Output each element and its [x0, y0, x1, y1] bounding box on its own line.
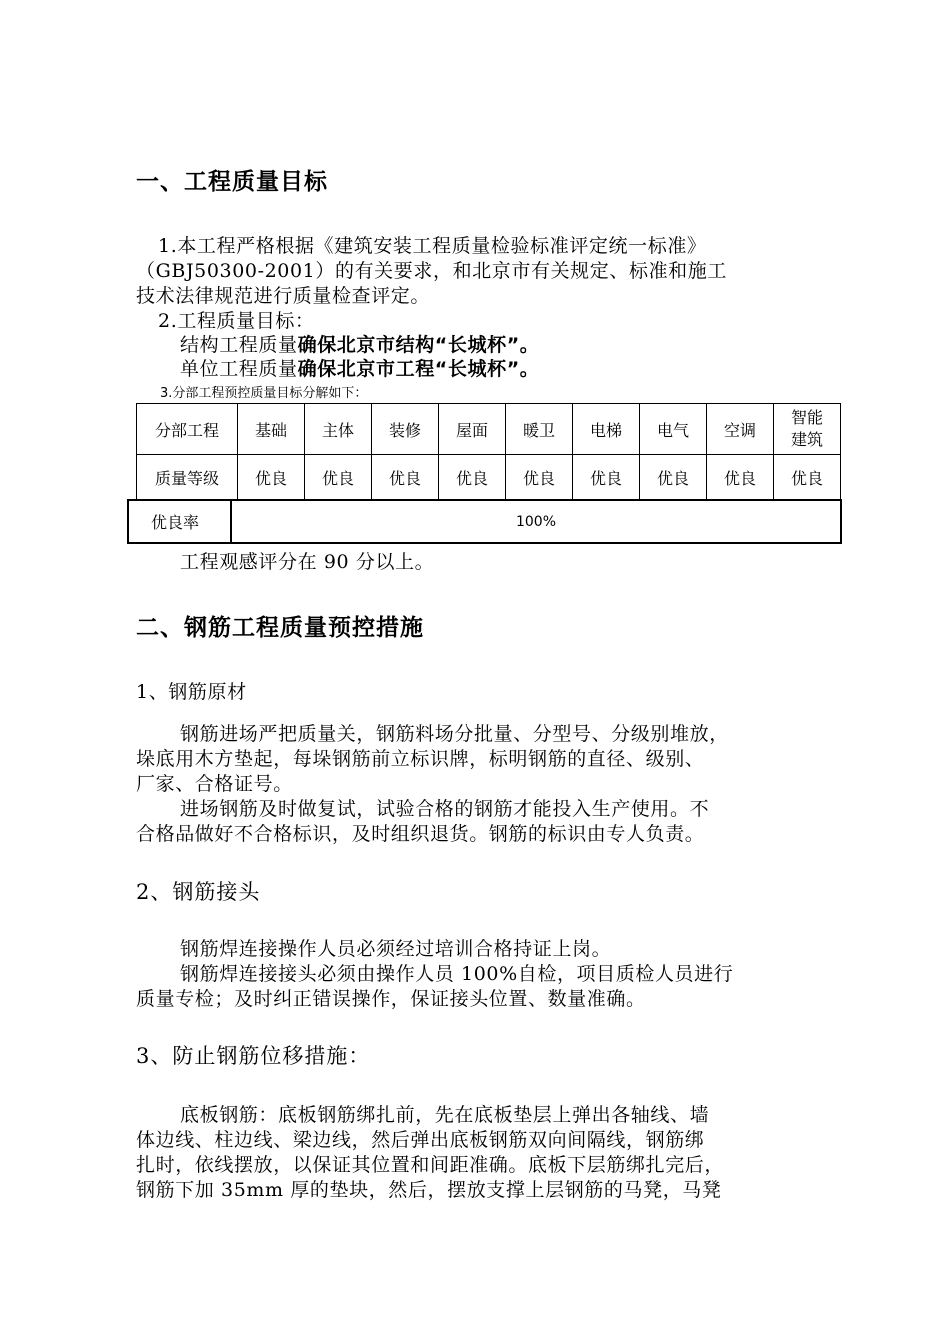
header-smart-line2: 建筑: [790, 430, 823, 449]
header-smart-line1: 智能: [790, 408, 823, 427]
table-cell: 优良: [774, 455, 841, 501]
quality-target-table: [136, 403, 841, 501]
section1-p2: 2.工程质量目标：: [158, 310, 315, 332]
goal-structure-prefix: 结构工程质量: [180, 334, 298, 356]
subsection-rebar-joint: 2、钢筋接头: [136, 880, 261, 904]
table-cell: 优良: [305, 455, 372, 501]
sub2-p1: 钢筋焊连接操作人员必须经过培训合格持证上岗。: [180, 938, 612, 960]
table-cell: 优良: [372, 455, 439, 501]
table-header-cell: 主体: [305, 404, 372, 455]
section1-p1-line1: 1.本工程严格根据《建筑安装工程质量检验标准评定统一标准》: [158, 235, 707, 257]
table-header-cell-smart-building: [774, 404, 841, 455]
table-header-cell: 空调: [707, 404, 774, 455]
excellence-rate-table: [127, 499, 842, 544]
table-cell: 优良: [707, 455, 774, 501]
table-cell: 优良: [439, 455, 506, 501]
goal-unit-target: 确保北京市工程“长城杯”。: [297, 358, 540, 380]
table-header-cell: 装修: [372, 404, 439, 455]
sub3-p1-line1: 底板钢筋：底板钢筋绑扎前，先在底板垫层上弹出各轴线、墙: [180, 1104, 710, 1126]
table-header-cell: 基础: [238, 404, 305, 455]
table-row-grade: [137, 455, 841, 501]
table-cell: 优良: [640, 455, 707, 501]
section1-title: 一、工程质量目标: [136, 169, 328, 195]
sub3-p1-line2: 体边线、柱边线、梁边线，然后弹出底板钢筋双向间隔线，钢筋绑: [136, 1129, 705, 1151]
rate-label: 优良率: [128, 500, 231, 543]
goal-structure: [180, 330, 539, 357]
table-header-cell: 屋面: [439, 404, 506, 455]
sub3-p1-line3: 扎时，依线摆放，以保证其位置和间距准确。底板下层筋绑扎完后，: [136, 1154, 725, 1176]
table-header-cell: 电气: [640, 404, 707, 455]
sub2-p2-line2: 质量专检；及时纠正错误操作，保证接头位置、数量准确。: [136, 988, 646, 1010]
section1-p3: 3.分部工程预控质量目标分解如下：: [160, 386, 368, 401]
table-header-cell: 电梯: [573, 404, 640, 455]
section1-p1-line2: （GBJ50300-2001）的有关要求，和北京市有关规定、标准和施工: [136, 260, 727, 282]
sub1-p1-line1: 钢筋进场严把质量关，钢筋料场分批量、分型号、分级别堆放，: [180, 723, 729, 745]
goal-structure-target: 确保北京市结构“长城杯”。: [297, 334, 540, 356]
table-header-cell: 暖卫: [506, 404, 573, 455]
table-cell: 优良: [238, 455, 305, 501]
sub1-p2-line1: 进场钢筋及时做复试，试验合格的钢筋才能投入生产使用。不: [180, 798, 710, 820]
table-header-row: [137, 404, 841, 455]
goal-unit: [180, 354, 539, 381]
subsection-rebar-material: 1、钢筋原材: [136, 681, 247, 703]
section1-p1-line3: 技术法律规范进行质量检查评定。: [136, 285, 431, 307]
sub1-p1-line2: 垛底用木方垫起，每垛钢筋前立标识牌，标明钢筋的直径、级别、: [136, 748, 705, 770]
goal-unit-prefix: 单位工程质量: [180, 358, 298, 380]
table-header-cell: 分部工程: [137, 404, 238, 455]
table-cell: 优良: [506, 455, 573, 501]
rate-value: 100%: [231, 500, 841, 543]
table-cell: 优良: [573, 455, 640, 501]
table-row-rate: [128, 500, 841, 543]
sub3-p1-line4: 钢筋下加 35mm 厚的垫块，然后，摆放支撑上层钢筋的马凳，马凳: [136, 1179, 722, 1201]
sub1-p2-line2: 合格品做好不合格标识，及时组织退货。钢筋的标识由专人负责。: [136, 823, 705, 845]
section2-title: 二、钢筋工程质量预控措施: [136, 615, 424, 641]
table-row-label: 质量等级: [137, 455, 238, 501]
sub2-p2-line1: 钢筋焊连接接头必须由操作人员 100%自检，项目质检人员进行: [180, 963, 734, 985]
sub1-p1-line3: 厂家、合格证号。: [136, 773, 293, 795]
section1-after-table: 工程观感评分在 90 分以上。: [180, 551, 435, 573]
subsection-rebar-displacement: 3、防止钢筋位移措施：: [136, 1044, 371, 1068]
